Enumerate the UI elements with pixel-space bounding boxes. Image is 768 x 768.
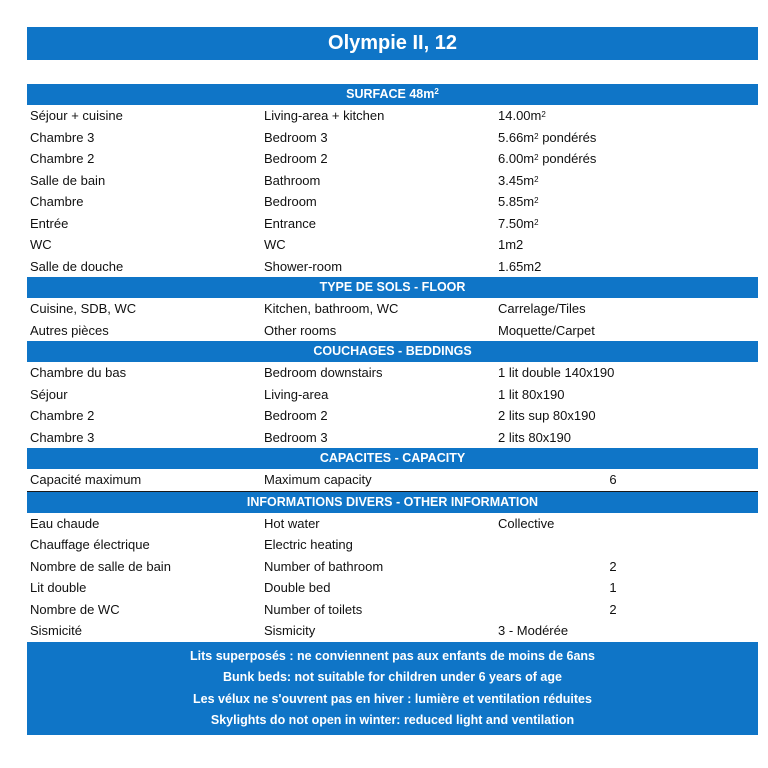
row-label-en: Entrance — [264, 215, 317, 231]
table-row — [27, 362, 758, 384]
row-label-en: Shower-room — [264, 258, 343, 274]
row-value: 3 - Modérée — [498, 623, 569, 638]
row-label-fr: Chambre du bas — [30, 365, 127, 380]
row-value: Carrelage/Tiles — [498, 301, 586, 316]
table-row — [27, 170, 758, 192]
row-number: 1 — [609, 580, 617, 595]
table-row — [27, 384, 758, 406]
row-label-en: Bedroom 3 — [264, 429, 328, 445]
row-label-en: WC — [264, 237, 286, 252]
row-value: $5.66m^2$ pondérés — [498, 129, 597, 145]
row-value: $5.85m^2$ — [498, 194, 539, 209]
info-sheet — [27, 84, 758, 735]
row-value: Collective — [498, 515, 555, 531]
row-label-en: Bedroom downstairs — [264, 365, 383, 380]
table-row — [27, 148, 758, 170]
notes-box — [27, 642, 758, 735]
row-label-fr: Chauffage électrique — [30, 537, 150, 552]
note-line: Lits superposés : ne conviennent pas aux enfants de moins de 6ans — [190, 648, 595, 663]
table-row — [27, 213, 758, 235]
row-label-fr: Sismicité — [30, 623, 83, 638]
row-label-en: Number of toilets — [264, 601, 363, 617]
row-label-fr: Chambre 3 — [30, 129, 95, 145]
table-row — [27, 256, 758, 278]
row-label-fr: Nombre de salle de bain — [30, 558, 171, 574]
table-row — [27, 298, 758, 320]
row-label-en: Bedroom 3 — [264, 129, 328, 145]
table-row — [27, 234, 758, 256]
page-title: Olympie II, 12 — [27, 27, 758, 60]
row-label-fr: Séjour + cuisine — [30, 108, 123, 123]
row-label-fr: Chambre 2 — [30, 151, 95, 166]
row-label-fr: Chambre — [30, 194, 84, 209]
table-row — [27, 534, 758, 556]
row-value: $14.00m^2$ — [498, 108, 546, 123]
table-row — [27, 469, 758, 492]
section-header-capacity: CAPACITES - CAPACITY — [27, 448, 758, 469]
section-header-beddings: COUCHAGES - BEDDINGS — [27, 341, 758, 362]
row-label-en: Electric heating — [264, 537, 353, 552]
note-line: Les vélux ne s'ouvrent pas en hiver : lumière et ventilation réduites — [193, 691, 592, 706]
row-label-en: Living-area — [264, 386, 329, 402]
row-label-fr: Chambre 3 — [30, 429, 95, 445]
surface-header-text: SURFACE 48m — [346, 87, 435, 102]
row-label-en: Bedroom — [264, 194, 317, 209]
row-label-en: Kitchen, bathroom, WC — [264, 301, 399, 316]
table-row — [27, 105, 758, 127]
row-value: $6.00m^2$ pondérés — [498, 151, 597, 166]
row-value: Moquette/Carpet — [498, 322, 595, 338]
row-number: 2 — [609, 601, 617, 617]
row-value: 2 lits sup 80x190 — [498, 408, 596, 423]
row-label-en: Maximum capacity — [264, 472, 372, 487]
row-value: $3.45m^2$ — [498, 172, 539, 188]
row-label-fr: Capacité maximum — [30, 472, 142, 487]
note-line: Bunk beds: not suitable for children under 6 years of age — [223, 670, 562, 684]
row-label-fr: Lit double — [30, 580, 87, 595]
row-label-en: Double bed — [264, 580, 331, 595]
row-label-en: Number of bathroom — [264, 558, 384, 574]
note-line: Skylights do not open in winter: reduced light and ventilation — [210, 713, 575, 727]
table-row — [27, 599, 758, 621]
row-value: 1 lit double 140x190 — [498, 365, 615, 380]
row-value: 1.65m2 — [498, 258, 542, 274]
row-label-en: Other rooms — [264, 322, 337, 338]
table-row — [27, 556, 758, 578]
table-row — [27, 405, 758, 427]
table-row — [27, 320, 758, 342]
row-number: 6 — [609, 472, 617, 487]
row-label-en: Living-area + kitchen — [264, 108, 385, 123]
table-row — [27, 127, 758, 149]
table-row — [27, 427, 758, 449]
row-label-fr: Entrée — [30, 215, 69, 231]
row-label-en: Bedroom 2 — [264, 408, 328, 423]
row-number: 2 — [609, 558, 617, 574]
table-row — [27, 513, 758, 535]
row-label-fr: Salle de douche — [30, 258, 124, 274]
row-label-fr: Salle de bain — [30, 172, 106, 188]
row-value: 1 lit 80x190 — [498, 386, 565, 402]
section-header-surface: SURFACE 48m $^2$ — [27, 84, 758, 105]
table-row — [27, 620, 758, 642]
section-header-info: INFORMATIONS DIVERS - OTHER INFORMATION — [27, 492, 758, 513]
row-label-fr: Nombre de WC — [30, 601, 120, 617]
table-row — [27, 577, 758, 599]
section-header-floor: TYPE DE SOLS - FLOOR — [27, 277, 758, 298]
row-label-fr: Cuisine, SDB, WC — [30, 301, 137, 316]
row-label-fr: WC — [30, 237, 52, 252]
row-value: 2 lits 80x190 — [498, 429, 571, 445]
row-label-fr: Autres pièces — [30, 322, 109, 338]
row-label-en: Sismicity — [264, 623, 316, 638]
row-label-en: Hot water — [264, 515, 320, 531]
row-label-fr: Eau chaude — [30, 515, 100, 531]
row-value: $7.50m^2$ — [498, 215, 539, 231]
table-row — [27, 191, 758, 213]
row-label-en: Bathroom — [264, 172, 321, 188]
row-label-en: Bedroom 2 — [264, 151, 328, 166]
row-value: 1m2 — [498, 237, 524, 252]
row-label-fr: Séjour — [30, 386, 68, 402]
row-label-fr: Chambre 2 — [30, 408, 95, 423]
surface-rows — [27, 105, 758, 277]
